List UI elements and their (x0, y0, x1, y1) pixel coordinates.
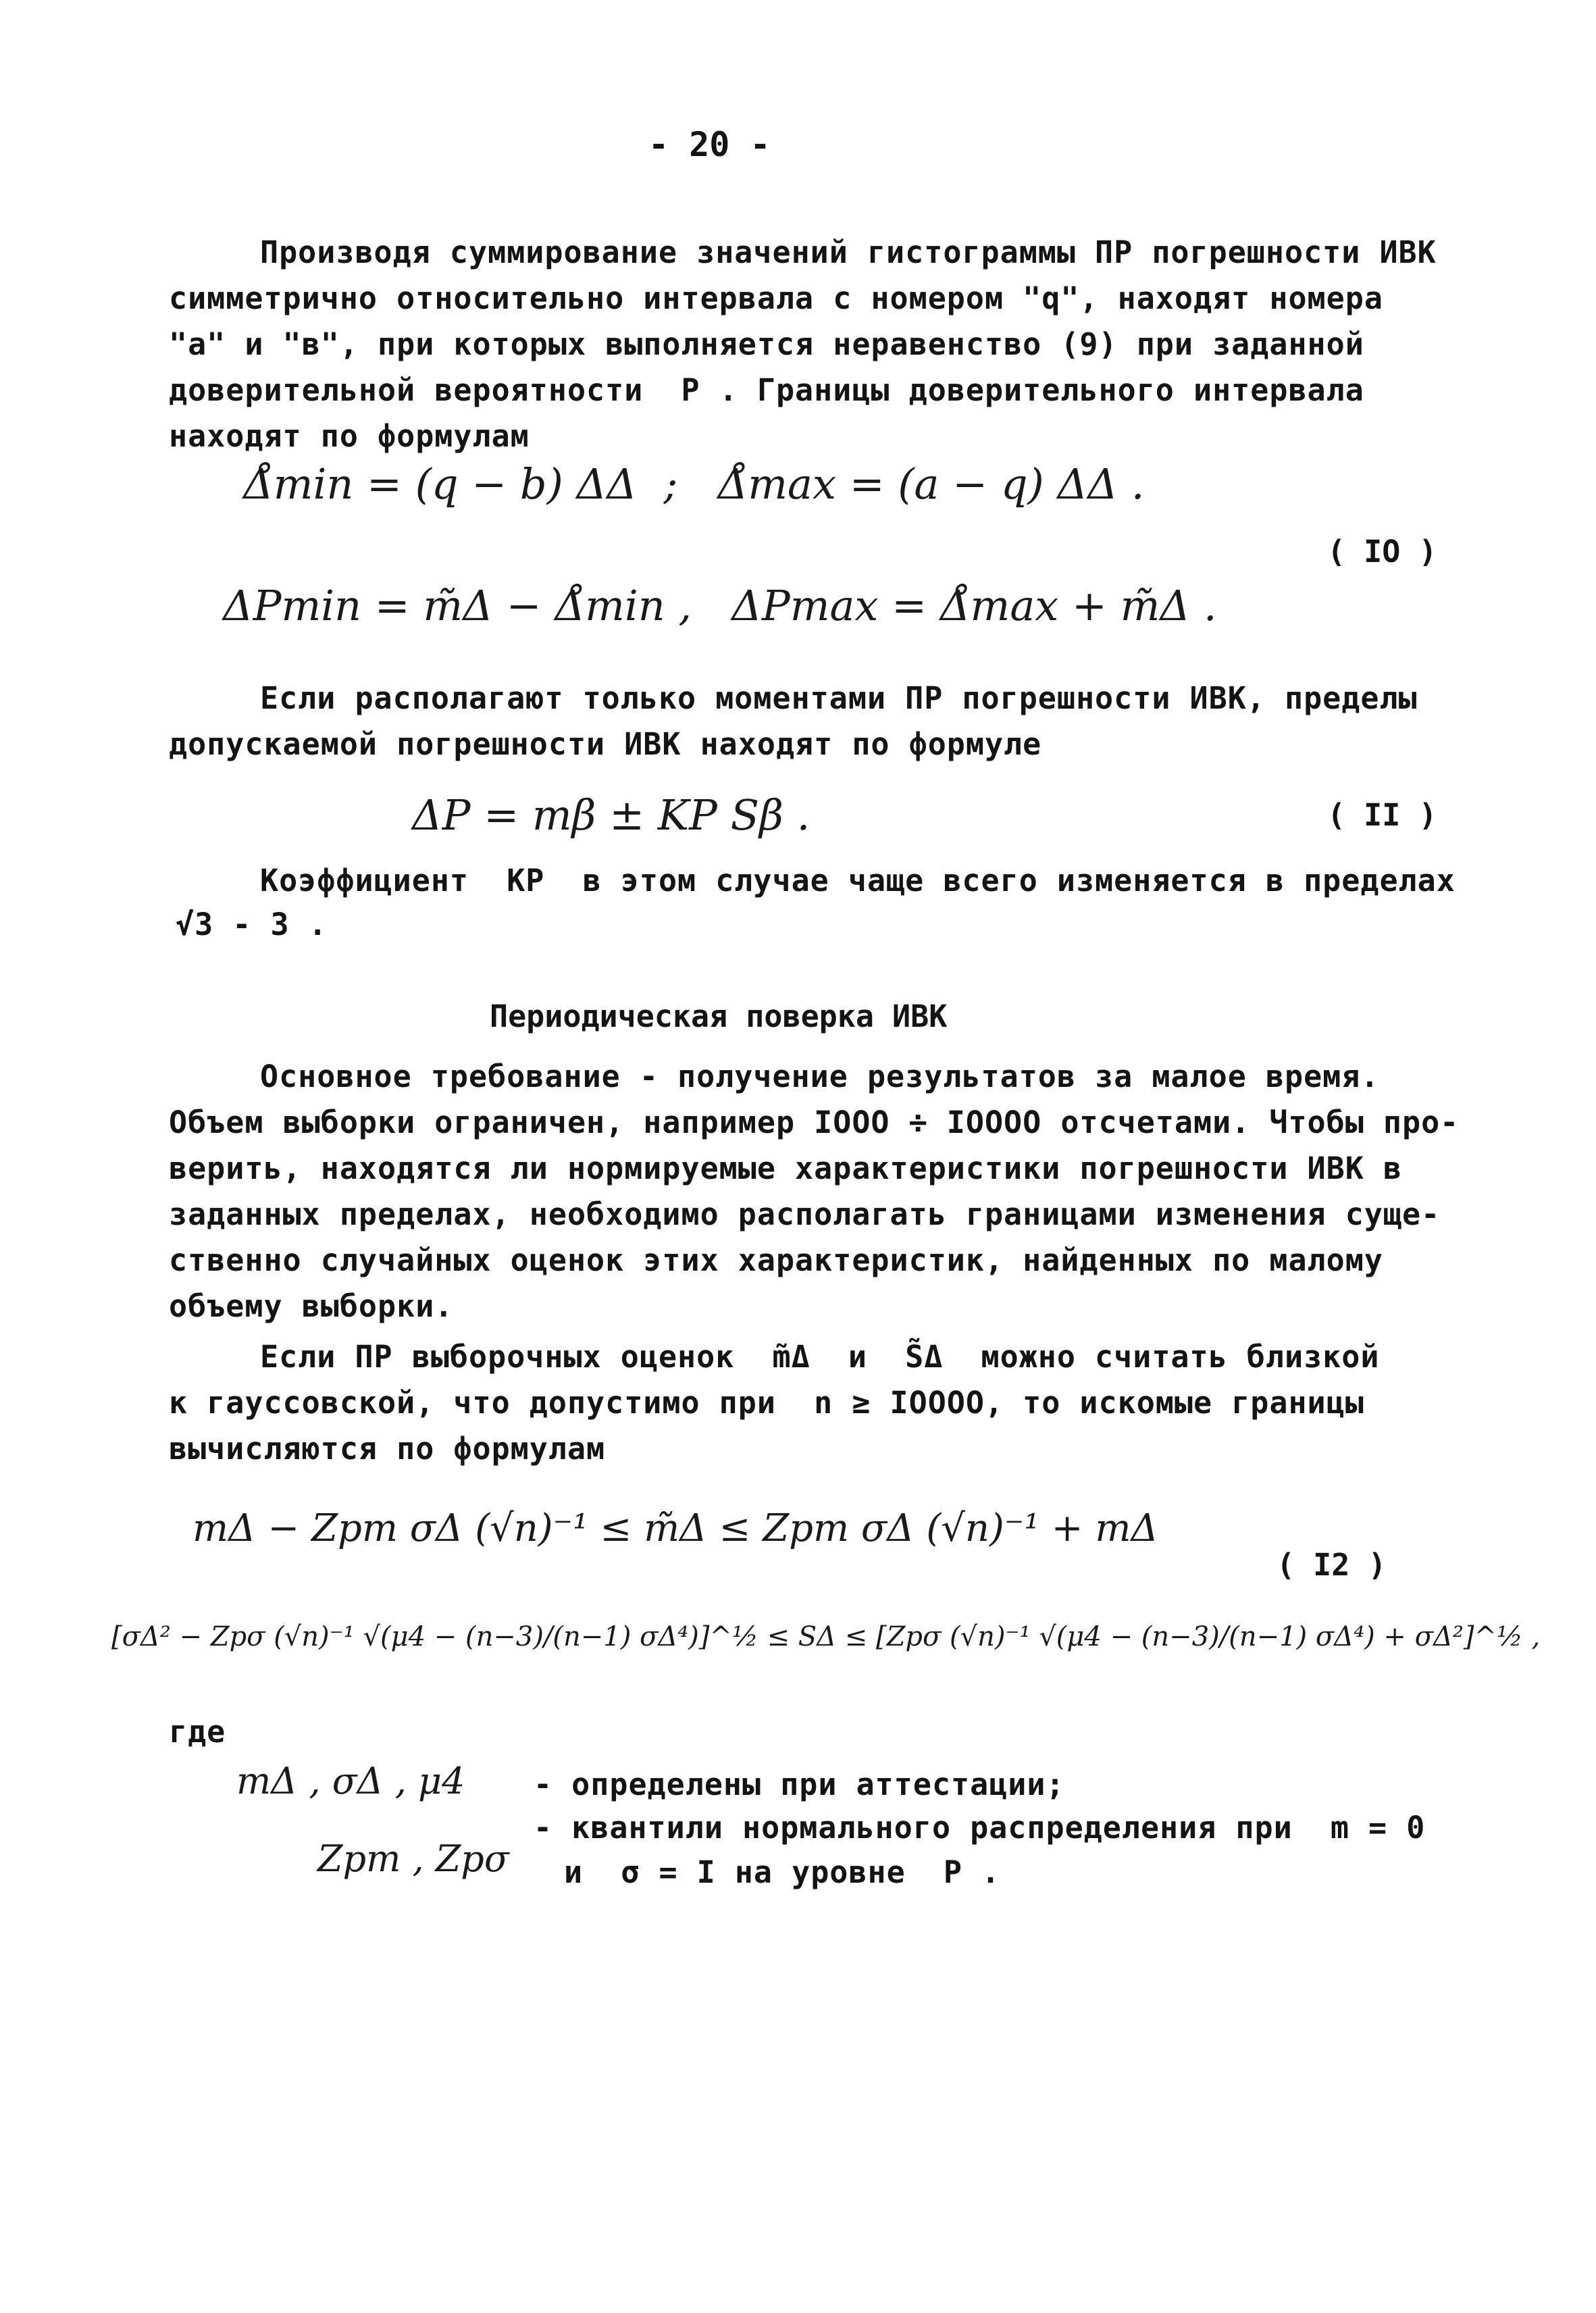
para2-line-2: допускаемой погрешности ИВК находят по формуле (169, 726, 1042, 762)
where-def2-text2: и σ = I на уровне P . (564, 1854, 1001, 1890)
para4-line-6: объему выборки. (169, 1288, 454, 1324)
para2-line-1: Если располагают только моментами ПР погрешности ИВК, пределы (260, 680, 1418, 716)
eq12-number: ( I2 ) (1277, 1547, 1387, 1583)
para4-line-1: Основное требование - получение результатов за малое время. (260, 1059, 1380, 1094)
eq12-line-1: mΔ − Zpm σΔ (√n)⁻¹ ≤ m̃Δ ≤ Zpm σΔ (√n)⁻¹ + mΔ (192, 1506, 1158, 1550)
para5-line-2: к гауссовской, что допустимо при n ≥ IOOOO, то искомые границы (169, 1385, 1364, 1421)
para4-line-2: Объем выборки ограничен, например IOOO ÷ IOOOO отсчетами. Чтобы про- (169, 1104, 1460, 1140)
para3-line-2: √3 - 3 . (176, 907, 328, 942)
para1-line-4: доверительной вероятности P . Границы доверительного интервала (169, 372, 1364, 408)
eq11-number: ( II ) (1327, 797, 1437, 833)
section-heading: Периодическая поверка ИВК (490, 998, 948, 1034)
para1-line-2: симметрично относительно интервала с номером "q", находят номера (169, 280, 1383, 316)
para1-line-5: находят по формулам (169, 418, 530, 454)
para4-line-5: ственно случайных оценок этих характеристик, найденных по малому (169, 1242, 1383, 1278)
where-def1-symbols: mΔ , σΔ , μ4 (236, 1760, 465, 1802)
where-label: где (169, 1714, 226, 1750)
para1-line-1: Производя суммирование значений гистограммы ПР погрешности ИВК (260, 234, 1437, 270)
para4-line-3: верить, находятся ли нормируемые характеристики погрешности ИВК в (169, 1150, 1402, 1186)
eq10-line-1: Δ̊min = (q − b) ΔΔ ; Δ̊max = (a − q) ΔΔ . (243, 459, 1145, 509)
where-def1-text: - определены при аттестации; (534, 1766, 1065, 1802)
para3-line-1: Коэффициент KP в этом случае чаще всего изменяется в пределах (260, 863, 1456, 898)
para1-line-3: "а" и "в", при которых выполняется неравенство (9) при заданной (169, 326, 1364, 362)
para5-line-3: вычисляются по формулам (169, 1431, 606, 1467)
where-def2-symbols: Zpm , Zpσ (317, 1837, 509, 1880)
eq12-line-2: [σΔ² − Zpσ (√n)⁻¹ √(μ4 − (n−3)/(n−1) σΔ⁴)]^½ ≤ SΔ ≤ [Zpσ (√n)⁻¹ √(μ4 − (n−3)/(n−1) σΔ⁴) + σΔ²]^½ , (111, 1621, 1541, 1652)
eq10-number: ( IO ) (1327, 534, 1437, 569)
para5-line-1: Если ПР выборочных оценок m̃Δ и S̃Δ можно считать близкой (260, 1339, 1380, 1375)
page-number: - 20 - (648, 125, 771, 164)
eq10-line-2: ΔPmin = m̃Δ − Δ̊min , ΔPmax = Δ̊max + m̃Δ . (223, 581, 1217, 630)
where-def2-text: - квантили нормального распределения при m = 0 (534, 1810, 1426, 1846)
eq11-formula: ΔP = mβ ± KP Sβ . (412, 790, 810, 840)
para4-line-4: заданных пределах, необходимо располагать границами изменения суще- (169, 1196, 1441, 1232)
